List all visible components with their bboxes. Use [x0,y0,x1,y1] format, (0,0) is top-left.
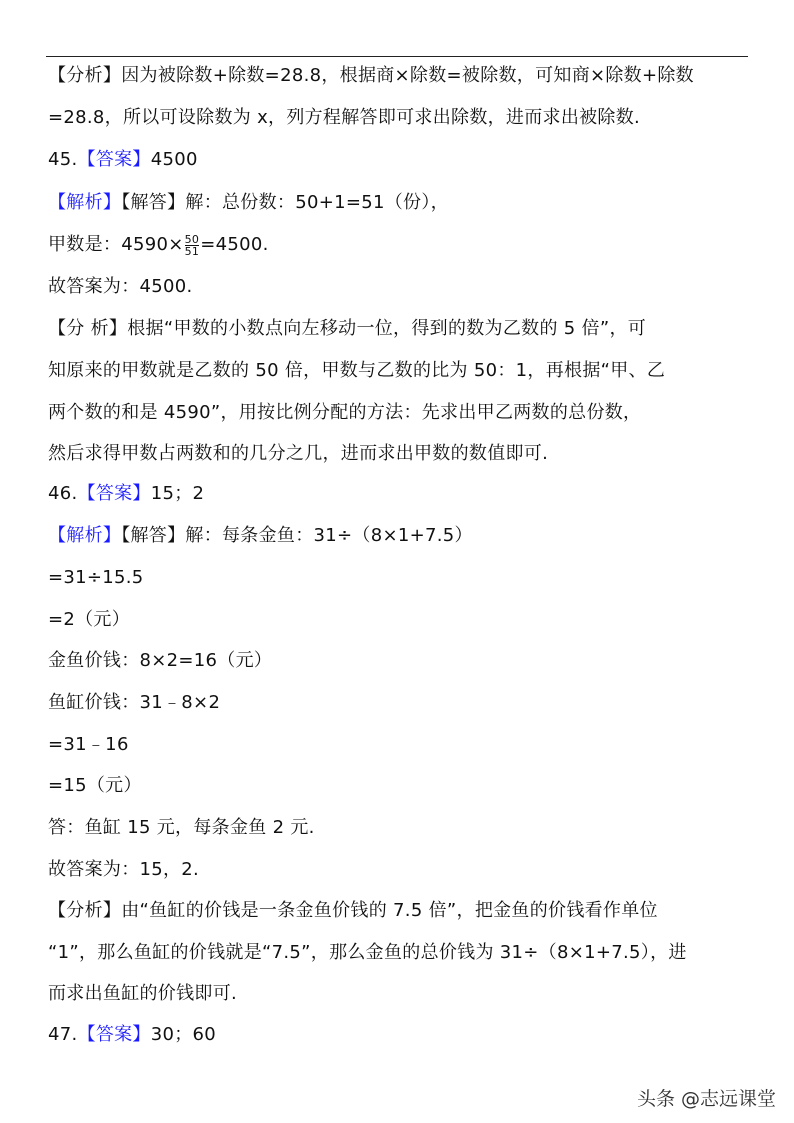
question-number: 47. [48,1024,78,1045]
section-tag: 【解析】 [48,525,122,546]
text-content: =31﹣16 [48,734,129,755]
text-line [48,858,199,882]
text-content: =2（元） [48,609,131,630]
text-line [48,191,449,215]
question-number: 46. [48,483,78,504]
text-content: 然后求得甲数占两数和的几分之几，进而求出甲数的数值即可. [48,443,549,464]
text-line [48,442,548,466]
text-content: =28.8，所以可设除数为 x，列方程解答即可求出除数，进而求出被除数. [48,107,641,128]
fraction-denominator: 51 [184,244,200,258]
text-content: 4500 [150,149,198,170]
text-line [48,941,687,965]
text-content: 故答案为：4500. [48,276,193,297]
text-line [48,608,130,632]
text-line [48,106,640,130]
fraction [185,234,200,257]
text-content: 【分析】因为被除数+除数=28.8，根据商×除数=被除数，可知商×除数+除数 [48,65,694,86]
watermark: 头条 @志远课堂 [636,1088,776,1110]
text-content: =31÷15.5 [48,567,144,588]
text-content: 故答案为：15，2. [48,859,200,880]
text-line [48,401,641,425]
text-content: 答：鱼缸 15 元，每条金鱼 2 元. [48,817,315,838]
text-content: =4500. [200,234,269,255]
text-line [48,1023,216,1047]
question-number: 45. [48,149,78,170]
text-content: 而求出鱼缸的价钱即可. [48,983,238,1004]
section-tag: 【答案】 [77,149,151,170]
fraction-numerator: 50 [184,232,200,246]
text-content: 15；2 [150,483,205,504]
text-content: 鱼缸价钱：31﹣8×2 [48,692,221,713]
section-tag: 【答案】 [77,483,151,504]
text-line [48,566,144,590]
text-line [48,649,272,673]
text-line [48,275,193,299]
section-tag: 【答案】 [77,1024,151,1045]
text-line [48,816,315,840]
text-content: 【解答】解：总份数：50+1=51（份）， [121,192,449,213]
section-tag: 【解析】 [48,192,122,213]
text-line [48,691,220,715]
text-line [48,317,646,341]
text-line [48,359,665,383]
text-content: 知原来的甲数就是乙数的 50 倍，甲数与乙数的比为 50：1，再根据“甲、乙 [48,360,666,381]
text-content: “1”，那么鱼缸的价钱就是“7.5”，那么金鱼的总价钱为 31÷（8×1+7.5），进 [48,942,687,963]
text-line [48,233,269,257]
text-content: 两个数的和是 4590”，用按比例分配的方法：先求出甲乙两数的总份数， [48,402,642,423]
text-line [48,524,473,548]
text-content: 【解答】解：每条金鱼：31÷（8×1+7.5） [121,525,473,546]
text-line [48,64,694,88]
text-line [48,148,198,172]
text-content: 【分 析】根据“甲数的小数点向左移动一位，得到的数为乙数的 5 倍”，可 [48,318,647,339]
text-content: 30；60 [150,1024,217,1045]
text-content: 金鱼价钱：8×2=16（元） [48,650,273,671]
text-line [48,899,658,923]
text-line [48,733,129,757]
text-line [48,982,237,1006]
text-line [48,774,142,798]
text-content: 【分析】由“鱼缸的价钱是一条金鱼价钱的 7.5 倍”，把金鱼的价钱看作单位 [48,900,658,921]
text-prefix: 甲数是：4590× [48,234,184,255]
text-content: =15（元） [48,775,142,796]
text-line [48,482,204,506]
header-rule [46,56,748,57]
